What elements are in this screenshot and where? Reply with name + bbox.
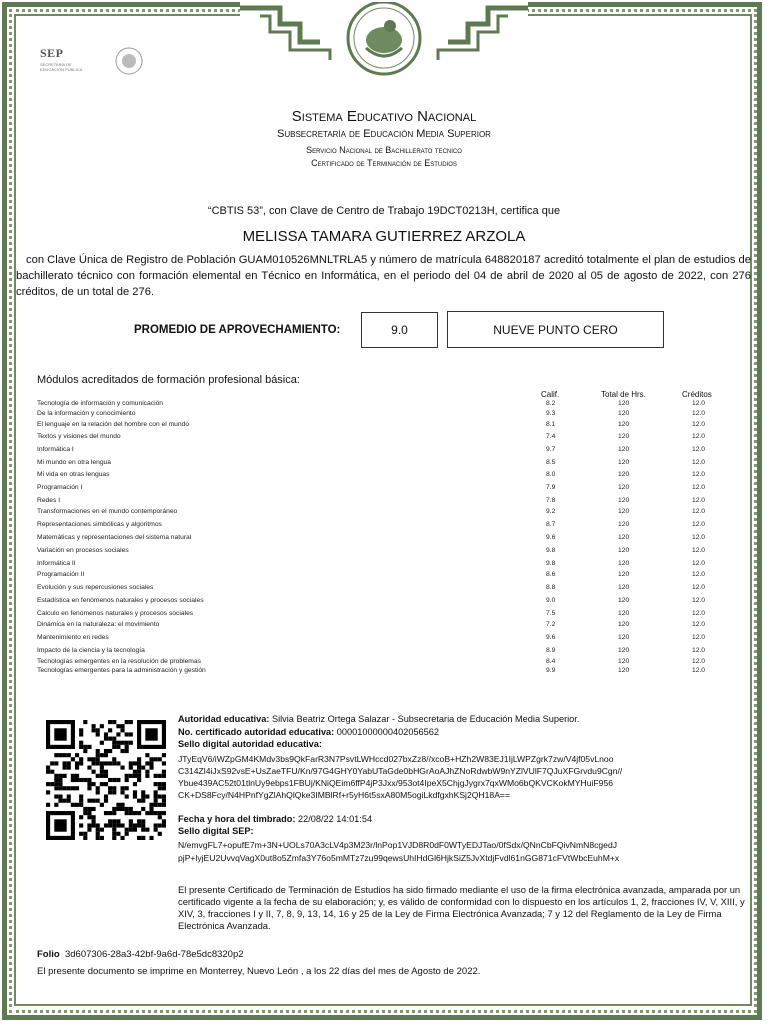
certifying-institution: “CBTIS 53”, con Clave de Centro de Trabajo 19DCT0213H, certifica que (207, 205, 561, 217)
authority-seal-line: CK+DS8Fcy/N4HPnfYgZlAhQlQke3IMBlRf+r5yH6t5sxA80M5ogiLkdfgxhKSj2QH18A== (178, 790, 510, 800)
module-grade: 7.4 (546, 433, 556, 440)
module-credits: 12.0 (692, 410, 706, 417)
module-grade: 8.0 (546, 471, 556, 478)
module-name: Calculo en fenómenos naturales y procesos sociales (37, 610, 194, 617)
module-grade: 9.0 (546, 597, 556, 604)
module-hours: 120 (618, 497, 630, 504)
national-emblem-icon (240, 2, 528, 82)
module-row (37, 584, 737, 594)
module-hours: 120 (618, 534, 630, 541)
module-credits: 12.0 (692, 610, 706, 617)
legal-notice: El presente Certificado de Terminación de Estudios ha sido firmado mediante el uso de la firma electrónica avanzada, amparada por un certificado vigente a la fecha de su elaboración; y, es válido de conformidad con lo dispuesto en los artículos 1, 2, fracciones IV, V, XIII, y XIV, 3, fracciones I y II, 7, 8, 9, 13, 14, 16 y 25 de la Ley de Firma Electrónica Avanzada; 7 y 12 del Reglamento de la Ley de Firma Electrónica Avanzada. (178, 884, 745, 931)
subsecretaria-title: Subsecretaría de Educación Media Superior (277, 128, 491, 140)
module-grade: 9.6 (546, 634, 556, 641)
module-hours: 120 (618, 484, 630, 491)
module-hours: 120 (618, 634, 630, 641)
module-row (37, 421, 737, 431)
student-name: MELISSA TAMARA GUTIERREZ ARZOLA (242, 228, 526, 245)
module-credits: 12.0 (692, 433, 706, 440)
module-grade: 8.5 (546, 459, 556, 466)
module-credits: 12.0 (692, 421, 706, 428)
module-row (37, 459, 737, 469)
authority-seal-line: Ybue439AC52t01tlnUy9ebps1FBUj/KNiQEim6ffP4jP3Jxx/953ot4IpeX5ChjgJygrx7qxWMo6bQKVCKokMYHuiF956 (178, 778, 613, 788)
authority-value: Silvia Beatriz Ortega Salazar - Subsecretaria de Educación Media Superior. (271, 714, 580, 724)
module-name: Informática II (37, 560, 76, 567)
module-row (37, 597, 737, 607)
seal-icon (114, 46, 144, 76)
module-row (37, 610, 737, 620)
module-grade: 9.8 (546, 547, 556, 554)
module-row (37, 400, 737, 410)
modules-title: Módulos acreditados de formación profesional básica: (37, 374, 300, 386)
module-credits: 12.0 (692, 667, 706, 674)
module-row (37, 634, 737, 644)
column-header-credits: Créditos (682, 390, 712, 399)
certification-paragraph: con Clave Única de Registro de Población GUAM010526MNLTRLA5 y número de matrícula 648820187 acreditó totalmente el plan de estudios de bachillerato técnico con formación elemental en Técnico en Informática, en el periodo del 04 de abril de 2020 al 05 de agosto de 2022, con 276 créditos, de un total de 276. (16, 254, 751, 298)
module-hours: 120 (618, 521, 630, 528)
module-name: Evolución y sus repercusiones sociales (37, 584, 154, 591)
module-credits: 12.0 (692, 597, 706, 604)
module-row (37, 433, 737, 443)
certificate-type-title: Certificado de Terminación de Estudios (311, 158, 457, 168)
module-name: Variación en procesos sociales (37, 547, 129, 554)
folio-value: 3d607306-28a3-42bf-9a6d-78e5dc8320p2 (64, 949, 244, 960)
module-grade: 7.9 (546, 484, 556, 491)
module-hours: 120 (618, 410, 630, 417)
module-name: De la información y conocimiento (37, 410, 136, 417)
module-name: Transformaciones en el mundo contemporáneo (37, 508, 178, 515)
module-row (37, 571, 737, 581)
timestamp-value: 22/08/22 14:01:54 (297, 814, 373, 824)
module-credits: 12.0 (692, 497, 706, 504)
module-grade: 7.8 (546, 497, 556, 504)
module-grade: 8.9 (546, 647, 556, 654)
module-grade: 8.2 (546, 400, 556, 407)
module-credits: 12.0 (692, 560, 706, 567)
module-credits: 12.0 (692, 471, 706, 478)
sep-seal-label: Sello digital SEP: (178, 826, 254, 836)
sep-seal-line: pjP+lyjEU2UvvqVagX0ut8o5Zmfa3Y76o5mMTz7zu99qewsUhIHdGl6HjkSiZ5JvXtdjFvdl61nGG871cFVtWbcEuhM+x (178, 853, 620, 863)
module-row (37, 521, 737, 531)
authority-seal-line: C314Zl4iJxS92vsE+UsZaeTFU/Kn/97G4GHY0YabUTaGde0bHGrAoAJhZNoRdwbW9nYZlVUlF7QJuXFGrvdu9Cgn// (178, 766, 623, 776)
module-grade: 9.7 (546, 446, 556, 453)
module-name: Mi vida en otras lenguas (37, 471, 110, 478)
module-credits: 12.0 (692, 571, 706, 578)
service-title: Servicio Nacional de Bachillerato tecnico (306, 145, 462, 155)
module-hours: 120 (618, 647, 630, 654)
qr-code-icon (46, 720, 166, 840)
module-credits: 12.0 (692, 547, 706, 554)
module-grade: 9.8 (546, 560, 556, 567)
cert-number-label: No. certificado autoridad educativa: (178, 727, 335, 737)
module-credits: 12.0 (692, 446, 706, 453)
module-name: Redes I (37, 497, 61, 504)
module-hours: 120 (618, 597, 630, 604)
module-name: Tecnologías emergentes para la administración y gestión (37, 667, 206, 674)
average-value-box: 9.0 (361, 312, 438, 348)
module-name: Impacto de la ciencia y la tecnología (37, 647, 145, 654)
module-name: Programación II (37, 571, 85, 578)
module-credits: 12.0 (692, 621, 706, 628)
authority-seal-label: Sello digital autoridad educativa: (178, 739, 322, 749)
module-row (37, 560, 737, 570)
module-row (37, 621, 737, 631)
module-name: Programación I (37, 484, 83, 491)
module-grade: 8.1 (546, 421, 556, 428)
module-row (37, 484, 737, 494)
module-row (37, 534, 737, 544)
module-grade: 8.6 (546, 571, 556, 578)
module-grade: 9.6 (546, 534, 556, 541)
folio-label: Folio (37, 949, 60, 960)
folio-line (37, 949, 244, 960)
average-words-box: NUEVE PUNTO CERO (447, 311, 664, 348)
module-hours: 120 (618, 621, 630, 628)
module-credits: 12.0 (692, 484, 706, 491)
timestamp-label: Fecha y hora del timbrado: (178, 814, 296, 824)
module-credits: 12.0 (692, 534, 706, 541)
module-row (37, 497, 737, 507)
module-hours: 120 (618, 471, 630, 478)
module-row (37, 547, 737, 557)
module-hours: 120 (618, 508, 630, 515)
module-name: Informática I (37, 446, 74, 453)
module-hours: 120 (618, 400, 630, 407)
cert-number-line (178, 727, 439, 737)
module-hours: 120 (618, 459, 630, 466)
average-label: PROMEDIO DE APROVECHAMIENTO: (134, 324, 341, 336)
module-row (37, 410, 737, 420)
module-name: Dinámica en la naturaleza: el movimiento (37, 621, 160, 628)
module-grade: 9.3 (546, 410, 556, 417)
module-credits: 12.0 (692, 508, 706, 515)
module-hours: 120 (618, 610, 630, 617)
authority-label: Autoridad educativa: (178, 714, 270, 724)
module-grade: 9.9 (546, 667, 556, 674)
module-hours: 120 (618, 584, 630, 591)
cert-number-value: 00001000000402056562 (336, 727, 439, 737)
module-hours: 120 (618, 433, 630, 440)
module-credits: 12.0 (692, 647, 706, 654)
module-grade: 8.8 (546, 584, 556, 591)
module-name: Textos y visiones del mundo (37, 433, 121, 440)
module-name: Mantenimiento en redes (37, 634, 109, 641)
sep-logo (40, 44, 150, 80)
module-name: Representaciones simbólicas y algoritmos (37, 521, 162, 528)
module-row (37, 667, 737, 677)
module-grade: 7.2 (546, 621, 556, 628)
sep-logo-subtext: SECRETARÍA DE EDUCACIÓN PÚBLICA (40, 62, 83, 72)
module-name: Tecnologías emergentes en la resolución de problemas (37, 658, 201, 665)
module-hours: 120 (618, 658, 630, 665)
module-grade: 8.4 (546, 658, 556, 665)
column-header-hours: Total de Hrs. (601, 390, 646, 399)
module-hours: 120 (618, 446, 630, 453)
module-name: Matemáticas y representaciones del sistema natural (37, 534, 192, 541)
timestamp-line (178, 814, 372, 824)
module-row (37, 446, 737, 456)
module-name: El lenguaje en la relación del hombre con el mundo (37, 421, 190, 428)
module-credits: 12.0 (692, 400, 706, 407)
module-row (37, 647, 737, 657)
sep-seal-line: N/emvgFL7+opufE7m+3N+UOLs70A3cLV4p3M23r/lnPop1VJD8R0dF0WTyEDJTao/0fSdx/QNnCbFQivNmN8cgedJ (178, 840, 618, 850)
module-hours: 120 (618, 421, 630, 428)
module-row (37, 471, 737, 481)
module-name: Tecnología de información y comunicación (37, 400, 164, 407)
system-title: Sistema Educativo Nacional (291, 108, 477, 125)
module-hours: 120 (618, 571, 630, 578)
module-credits: 12.0 (692, 658, 706, 665)
print-location-footer: El presente documento se imprime en Monterrey, Nuevo León , a los 22 días del mes de Agosto de 2022. (37, 966, 481, 977)
module-credits: 12.0 (692, 459, 706, 466)
sep-logo-text: SEP (40, 46, 64, 60)
column-header-calif: Calif. (541, 390, 560, 399)
module-grade: 9.2 (546, 508, 556, 515)
module-hours: 120 (618, 667, 630, 674)
module-credits: 12.0 (692, 521, 706, 528)
module-grade: 7.5 (546, 610, 556, 617)
module-name: Estadística en fenómenos naturales y procesos sociales (37, 597, 204, 604)
authority-seal-line: JTyEqV6/iWZpGM4KMdv3bs9QkFarR3N7PsvtLWHccd027bxZz8//xcoB+HZh2W83EJ1IjLWPZgrk7zw/V4jf05vLnoo (178, 754, 614, 764)
module-row (37, 508, 737, 518)
module-credits: 12.0 (692, 634, 706, 641)
module-credits: 12.0 (692, 584, 706, 591)
module-hours: 120 (618, 560, 630, 567)
module-grade: 8.7 (546, 521, 556, 528)
module-hours: 120 (618, 547, 630, 554)
authority-line (178, 714, 579, 724)
module-name: Mi mundo en otra lengua (37, 459, 111, 466)
